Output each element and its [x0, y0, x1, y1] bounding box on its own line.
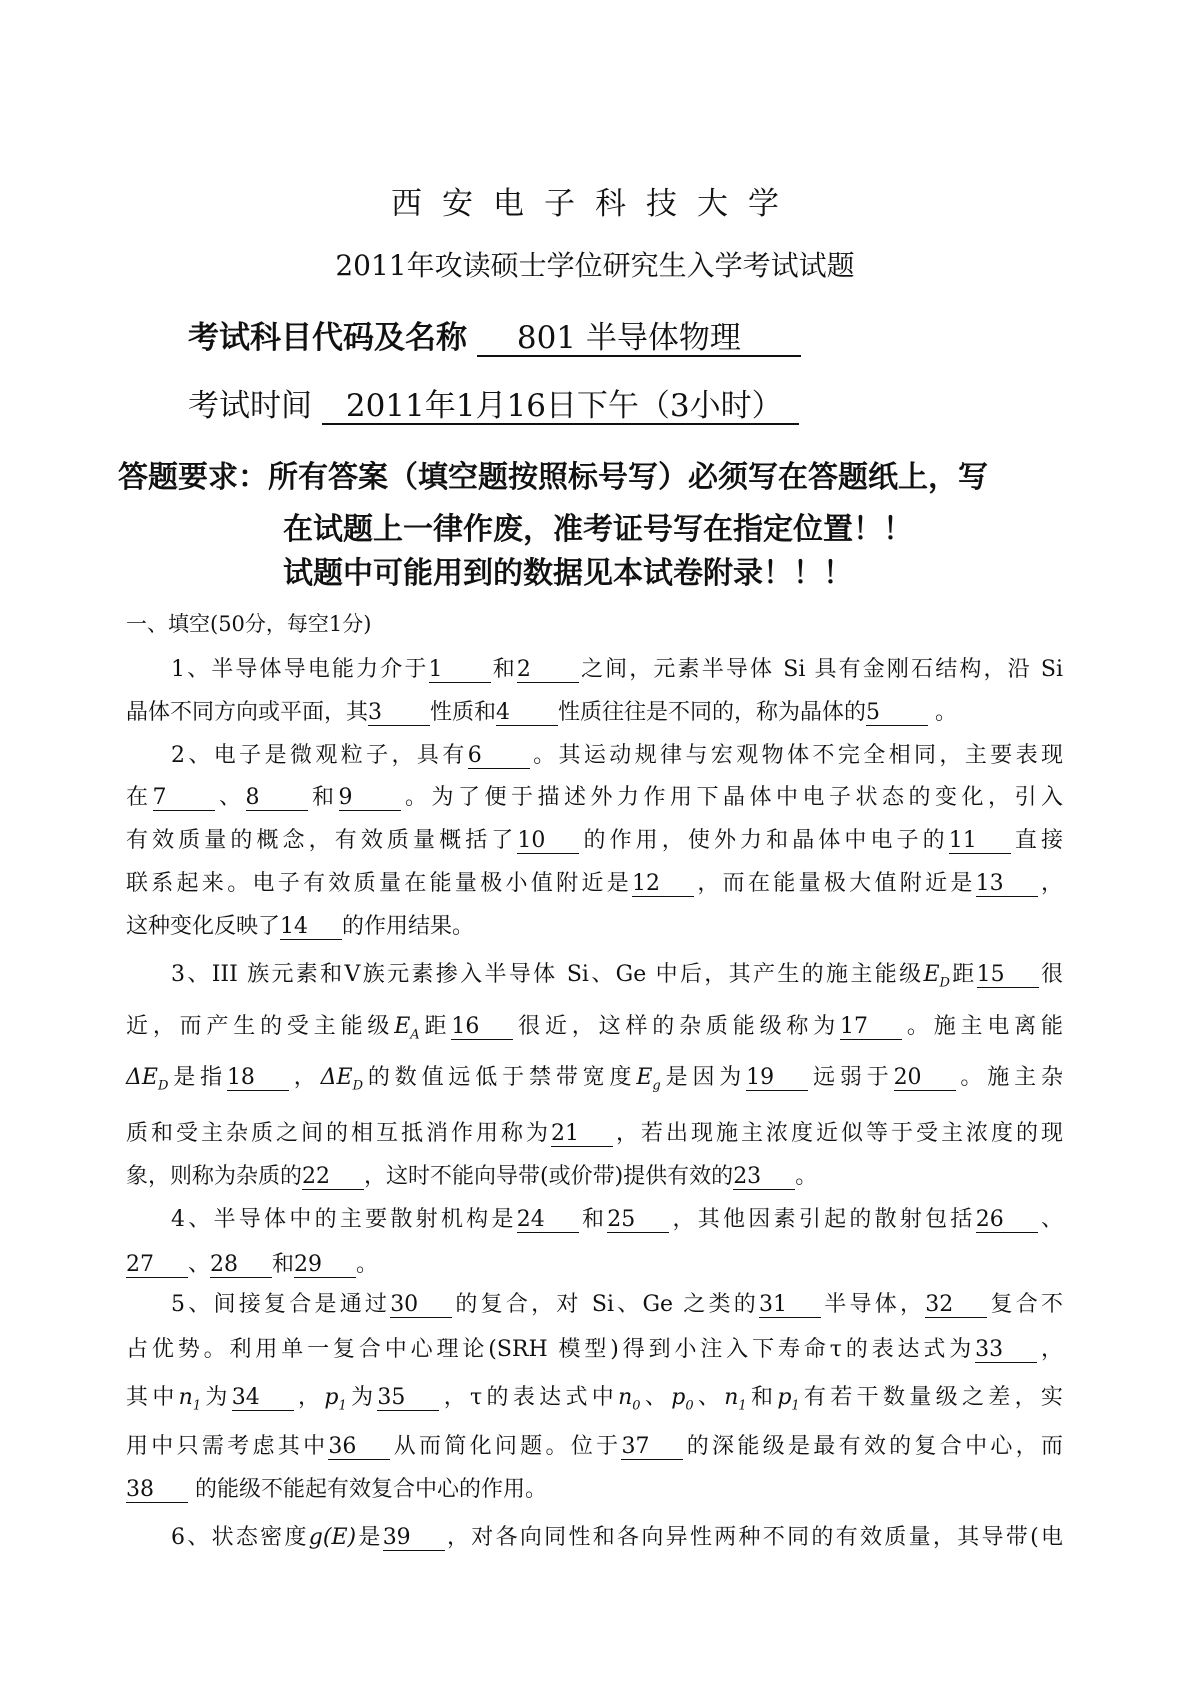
text-segment: 性质和 [430, 700, 497, 725]
text-segment: 、 [640, 1385, 672, 1410]
math-subscript: 1 [338, 1398, 347, 1414]
text-segment: 近，而产生的受主能级 [126, 1014, 395, 1039]
math-base: g(E) [308, 1525, 357, 1550]
fill-blank-14: 14 [280, 915, 342, 940]
text-segment: 晶体不同方向或平面，其 [126, 700, 369, 725]
text-line [126, 1063, 1063, 1101]
text-segment: 直接 [1010, 828, 1063, 853]
text-segment: 是因为 [660, 1065, 747, 1090]
math-subscript: 0 [632, 1398, 641, 1414]
math-base: E [923, 962, 940, 987]
fill-blank-5: 5 [866, 701, 928, 726]
text-segment: ，τ的表达式中 [439, 1385, 619, 1410]
fill-blank-28: 28 [210, 1253, 272, 1278]
math-base: n [724, 1385, 739, 1410]
text-line [126, 1119, 1063, 1149]
fill-blank-15: 15 [977, 963, 1039, 988]
fill-blank-16: 16 [451, 1015, 513, 1040]
fill-blank-10: 10 [517, 829, 579, 854]
text-line [171, 1290, 1063, 1320]
fill-blank-29: 29 [294, 1253, 356, 1278]
math-subscript: g [652, 1078, 661, 1094]
text-segment: ，若出现施主浓度近似等于受主浓度的现 [613, 1121, 1063, 1146]
text-segment: 。 [795, 1164, 818, 1189]
text-line [126, 1475, 1063, 1505]
text-line [126, 1250, 1063, 1280]
text-segment: 半导体， [821, 1292, 926, 1317]
subject-row [188, 312, 801, 357]
text-segment: ， [288, 1065, 321, 1090]
math-base: n [618, 1385, 633, 1410]
fill-blank-4: 4 [496, 701, 558, 726]
time-value: 2011年1月16日下午（3小时） [322, 389, 799, 425]
text-line [171, 741, 1063, 771]
fill-blank-3: 3 [368, 701, 430, 726]
fill-blank-25: 25 [607, 1208, 669, 1233]
text-segment: 6、状态密度 [171, 1525, 309, 1550]
fill-blank-34: 34 [232, 1386, 294, 1411]
text-segment: 远弱于 [808, 1065, 894, 1090]
math-subscript: D [352, 1078, 364, 1094]
text-segment: 是 [356, 1525, 383, 1550]
subject-value: 801 半导体物理 [477, 321, 801, 357]
math-symbol [777, 1385, 800, 1414]
text-segment: 很 [1038, 962, 1063, 987]
fill-blank-19: 19 [746, 1066, 808, 1091]
fill-blank-26: 26 [976, 1208, 1038, 1233]
math-subscript: D [939, 975, 950, 991]
fill-blank-32: 32 [925, 1293, 987, 1318]
math-symbol [618, 1385, 641, 1414]
math-subscript: D [157, 1078, 169, 1094]
text-segment: ， [293, 1385, 325, 1410]
math-base: p [671, 1385, 686, 1410]
text-segment: 为 [346, 1385, 378, 1410]
text-segment: 1、半导体导电能力介于 [171, 657, 429, 682]
requirements-line-1: 答题要求：所有答案（填空题按照标号写）必须写在答题纸上，写 [118, 460, 988, 495]
time-row [188, 380, 799, 425]
text-segment: 为 [201, 1385, 232, 1410]
text-segment: 5、间接复合是通过 [171, 1292, 391, 1317]
fill-blank-13: 13 [976, 872, 1038, 897]
math-symbol [324, 1385, 347, 1414]
math-subscript: 1 [791, 1398, 800, 1414]
math-base: E [636, 1065, 653, 1090]
math-base: ΔE [126, 1065, 158, 1090]
text-segment: 。 [356, 1252, 379, 1277]
math-symbol [309, 1525, 356, 1550]
text-segment: 的数值远低于禁带宽度 [363, 1065, 637, 1090]
requirements-line-3: 试题中可能用到的数据见本试卷附录！！！ [283, 556, 853, 591]
text-segment: 和 [307, 785, 339, 810]
text-line [126, 826, 1063, 856]
text-line [126, 912, 1063, 942]
text-segment: 距 [949, 962, 977, 987]
text-line [126, 783, 1063, 813]
text-segment: 是指 [168, 1065, 227, 1090]
math-base: E [394, 1014, 411, 1039]
fill-blank-11: 11 [949, 829, 1011, 854]
fill-blank-2: 2 [517, 658, 579, 683]
text-segment: 复合不 [987, 1292, 1063, 1317]
text-segment: 的作用，使外力和晶体中电子的 [579, 828, 949, 853]
subject-label: 考试科目代码及名称 [188, 320, 467, 356]
text-segment: 、 [1037, 1207, 1063, 1232]
text-segment: 。其运动规律与宏观物体不完全相同，主要表现 [529, 743, 1063, 768]
text-segment: 、 [188, 1252, 211, 1277]
fill-blank-38: 38 [126, 1478, 188, 1503]
text-segment: ， [1037, 1337, 1063, 1362]
text-segment: 3、III 族元素和Ⅴ族元素掺入半导体 Si、Ge 中后，其产生的施主能级 [171, 962, 924, 987]
text-segment: ， [1037, 871, 1063, 896]
text-line [126, 1383, 1063, 1421]
math-symbol [724, 1385, 747, 1414]
fill-blank-21: 21 [551, 1122, 613, 1147]
fill-blank-22: 22 [302, 1165, 364, 1190]
text-segment: 和 [746, 1385, 778, 1410]
math-base: p [324, 1385, 339, 1410]
text-segment: 2、电子是微观粒子，具有 [171, 743, 468, 768]
fill-blank-7: 7 [153, 786, 215, 811]
text-segment: 象，则称为杂质的 [126, 1164, 303, 1189]
text-segment: 的作用结果。 [342, 914, 475, 939]
text-line [171, 1205, 1063, 1235]
math-symbol [126, 1065, 169, 1094]
math-symbol [636, 1065, 661, 1094]
text-line [126, 1162, 1063, 1192]
math-symbol [320, 1065, 364, 1094]
math-symbol [178, 1385, 202, 1414]
fill-blank-27: 27 [126, 1253, 188, 1278]
math-subscript: 1 [192, 1398, 202, 1414]
math-base: ΔE [320, 1065, 353, 1090]
text-segment: ，而在能量极大值附近是 [694, 871, 976, 896]
requirements-line-2: 在试题上一律作废，准考证号写在指定位置！！ [283, 512, 913, 547]
fill-blank-35: 35 [377, 1386, 439, 1411]
text-segment: 和 [578, 1207, 608, 1232]
fill-blank-18: 18 [227, 1066, 289, 1091]
time-label: 考试时间 [188, 388, 312, 424]
fill-blank-8: 8 [246, 786, 308, 811]
text-segment: 性质往往是不同的，称为晶体的 [558, 700, 867, 725]
text-segment: 4、半导体中的主要散射机构是 [171, 1207, 517, 1232]
text-segment: ，其他因素引起的散射包括 [669, 1207, 976, 1232]
text-segment: 有若干数量级之差，实 [799, 1385, 1063, 1410]
math-symbol [394, 1014, 420, 1043]
fill-blank-33: 33 [975, 1338, 1037, 1363]
text-segment: 从而简化问题。位于 [390, 1434, 622, 1459]
fill-blank-23: 23 [733, 1165, 795, 1190]
math-subscript: 1 [738, 1398, 747, 1414]
text-line [171, 655, 1063, 685]
text-segment: 在 [126, 785, 153, 810]
fill-blank-30: 30 [390, 1293, 452, 1318]
fill-blank-1: 1 [429, 658, 491, 683]
fill-blank-9: 9 [339, 786, 401, 811]
fill-blank-36: 36 [328, 1435, 390, 1460]
text-segment: 之间，元素半导体 Si 具有金刚石结构，沿 Si [578, 657, 1063, 682]
text-line [126, 1432, 1063, 1462]
text-segment: ，这时不能向导带(或价带)提供有效的 [364, 1164, 734, 1189]
math-base: n [178, 1385, 193, 1410]
fill-blank-37: 37 [621, 1435, 683, 1460]
text-segment: 、 [693, 1385, 725, 1410]
text-segment: 和 [490, 657, 517, 682]
math-symbol [671, 1385, 694, 1414]
text-segment: 和 [272, 1252, 295, 1277]
exam-title: 2011年攻读硕士学位研究生入学考试试题 [335, 249, 855, 282]
text-segment: 。 [928, 700, 958, 725]
fill-blank-20: 20 [894, 1066, 956, 1091]
text-segment: 。施主电离能 [902, 1014, 1063, 1039]
text-segment: 、 [214, 785, 246, 810]
text-segment: 的深能级是最有效的复合中心，而 [683, 1434, 1063, 1459]
math-subscript: A [410, 1027, 420, 1043]
university-name: 西安电子科技大学 [391, 186, 799, 222]
text-line [126, 698, 1063, 728]
fill-blank-17: 17 [840, 1015, 902, 1040]
fill-blank-6: 6 [468, 744, 530, 769]
text-segment: 质和受主杂质之间的相互抵消作用称为 [126, 1121, 551, 1146]
text-line [126, 869, 1063, 899]
text-segment: 。施主杂 [955, 1065, 1063, 1090]
math-subscript: 0 [685, 1398, 694, 1414]
text-segment: 这种变化反映了 [126, 914, 281, 939]
fill-blank-12: 12 [632, 872, 694, 897]
text-segment: 用中只需考虑其中 [126, 1434, 329, 1459]
text-segment: 有效质量的概念，有效质量概括了 [126, 828, 518, 853]
text-segment: 的复合，对 Si、Ge 之类的 [452, 1292, 760, 1317]
section-title: 一、填空(50分，每空1分) [126, 612, 372, 636]
math-base: p [777, 1385, 792, 1410]
text-segment: 占优势。利用单一复合中心理论(SRH 模型)得到小注入下寿命τ的表达式为 [126, 1337, 976, 1362]
text-segment: 其中 [126, 1385, 179, 1410]
text-segment: 很近，这样的杂质能级称为 [513, 1014, 841, 1039]
math-symbol [923, 962, 950, 991]
fill-blank-24: 24 [517, 1208, 579, 1233]
text-segment: 距 [419, 1014, 452, 1039]
text-segment: 联系起来。电子有效质量在能量极小值附近是 [126, 871, 633, 896]
text-line [171, 1523, 1063, 1553]
text-segment: 。为了便于描述外力作用下晶体中电子状态的变化，引入 [400, 785, 1063, 810]
fill-blank-39: 39 [383, 1526, 445, 1551]
fill-blank-31: 31 [759, 1293, 821, 1318]
text-segment: 的能级不能起有效复合中心的作用。 [188, 1477, 547, 1502]
text-segment: ，对各向同性和各向异性两种不同的有效质量，其导带(电 [444, 1525, 1063, 1550]
text-line [126, 1012, 1063, 1050]
text-line [126, 1335, 1063, 1365]
text-line [171, 960, 1063, 998]
